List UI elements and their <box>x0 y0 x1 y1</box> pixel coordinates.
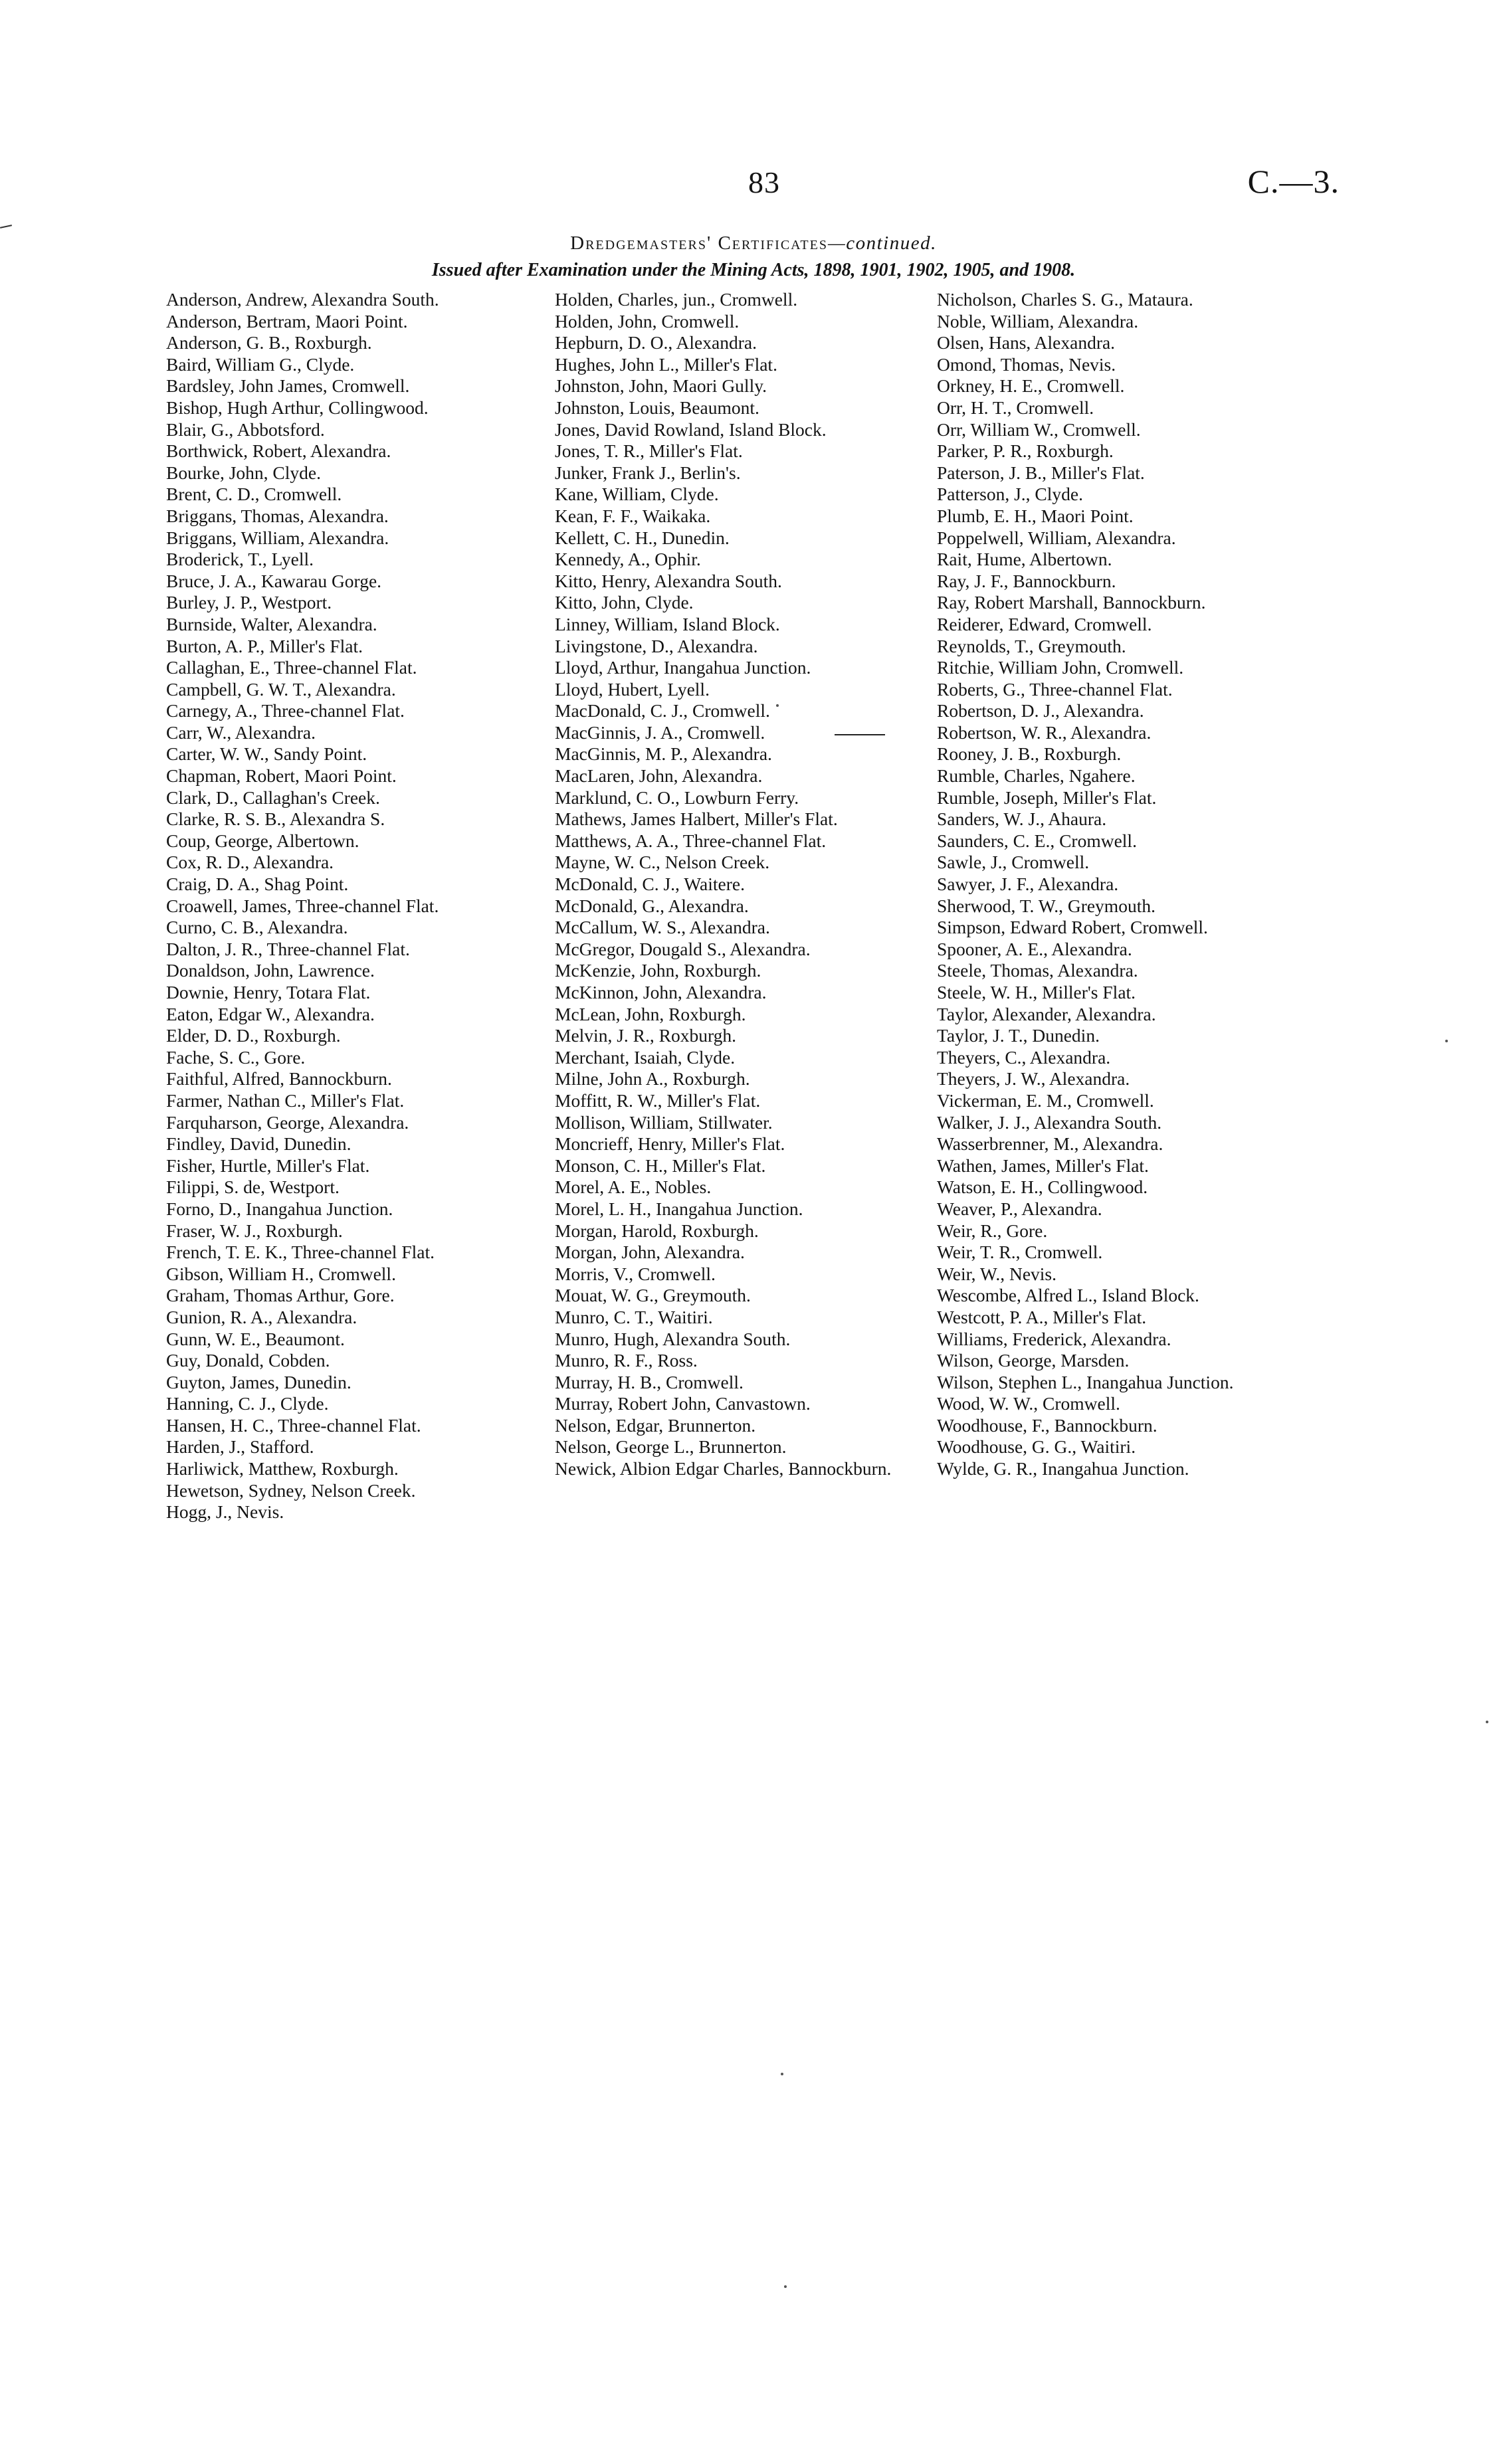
certificate-entry: Walker, J. J., Alexandra South. <box>937 1111 1162 1133</box>
certificate-entry: Steele, Thomas, Alexandra. <box>937 960 1138 981</box>
certificate-entry: Wilson, Stephen L., Inangahua Junction. <box>937 1371 1234 1392</box>
certificate-entry: Sawle, J., Cromwell. <box>937 852 1090 873</box>
page-speck <box>781 2073 783 2075</box>
certificate-entry: Ray, J. F., Bannockburn. <box>937 570 1116 591</box>
certificate-entry: Carnegy, A., Three-channel Flat. <box>166 700 405 721</box>
certificate-entry: Wathen, James, Miller's Flat. <box>937 1155 1149 1176</box>
certificate-entry: Murray, H. B., Cromwell. <box>555 1371 744 1392</box>
certificate-entry: Blair, G., Abbotsford. <box>166 419 325 440</box>
certificate-entry: Morgan, Harold, Roxburgh. <box>555 1220 759 1241</box>
certificate-entry: Kellett, C. H., Dunedin. <box>555 527 730 548</box>
certificate-entry: Munro, C. T., Waitiri. <box>555 1306 713 1327</box>
certificate-entry: Rooney, J. B., Roxburgh. <box>937 743 1122 765</box>
certificate-entry: Guy, Donald, Cobden. <box>166 1350 330 1371</box>
certificate-entry: Munro, R. F., Ross. <box>555 1350 698 1371</box>
certificate-entry: Nicholson, Charles S. G., Mataura. <box>937 289 1193 310</box>
certificate-entry: Hewetson, Sydney, Nelson Creek. <box>166 1479 416 1501</box>
certificate-entry: MacLaren, John, Alexandra. <box>555 765 763 787</box>
certificate-entry: Broderick, T., Lyell. <box>166 549 314 570</box>
certificate-entry: Fisher, Hurtle, Miller's Flat. <box>166 1155 370 1176</box>
certificate-entry: Burnside, Walter, Alexandra. <box>166 613 377 634</box>
certificate-entry: Baird, William G., Clyde. <box>166 353 355 375</box>
certificate-entry: Morgan, John, Alexandra. <box>555 1242 745 1263</box>
certificate-entry: Olsen, Hans, Alexandra. <box>937 332 1116 353</box>
certificate-entry: Nelson, George L., Brunnerton. <box>555 1436 787 1458</box>
certificate-entry: Clark, D., Callaghan's Creek. <box>166 787 380 808</box>
certificate-entry: Briggans, William, Alexandra. <box>166 527 389 548</box>
certificate-entry: Bruce, J. A., Kawarau Gorge. <box>166 570 382 591</box>
page-speck <box>784 2285 787 2288</box>
certificate-entry: Murray, Robert John, Canvastown. <box>555 1393 811 1414</box>
certificate-entry: Filippi, S. de, Westport. <box>166 1177 340 1198</box>
certificate-entry: Melvin, J. R., Roxburgh. <box>555 1025 736 1046</box>
certificate-entry: Kitto, Henry, Alexandra South. <box>555 570 782 591</box>
certificate-entry: MacDonald, C. J., Cromwell. <box>555 700 770 721</box>
certificate-entry: Coup, George, Albertown. <box>166 830 359 851</box>
certificate-entry: Patterson, J., Clyde. <box>937 484 1083 505</box>
certificate-entry: Marklund, C. O., Lowburn Ferry. <box>555 787 799 808</box>
certificate-entry: Hanning, C. J., Clyde. <box>166 1393 329 1414</box>
certificate-entry: Morris, V., Cromwell. <box>555 1263 716 1284</box>
certificate-entry: Dalton, J. R., Three-channel Flat. <box>166 938 410 959</box>
certificate-entry: Weir, W., Nevis. <box>937 1263 1056 1284</box>
certificate-entry: Saunders, C. E., Cromwell. <box>937 830 1137 851</box>
certificate-entry: Wescombe, Alfred L., Island Block. <box>937 1285 1199 1306</box>
certificate-entry: Roberts, G., Three-channel Flat. <box>937 678 1173 700</box>
certificate-entry: Mollison, William, Stillwater. <box>555 1111 773 1133</box>
certificate-entry: Steele, W. H., Miller's Flat. <box>937 982 1136 1002</box>
certificate-entry: Burley, J. P., Westport. <box>166 592 332 613</box>
certificate-entry: Orkney, H. E., Cromwell. <box>937 375 1125 397</box>
certificate-entry: McDonald, C. J., Waitere. <box>555 874 745 895</box>
certificate-entry: Chapman, Robert, Maori Point. <box>166 765 397 787</box>
certificate-entry: Hansen, H. C., Three-channel Flat. <box>166 1414 421 1436</box>
certificate-entry: Moncrieff, Henry, Miller's Flat. <box>555 1133 785 1155</box>
certificate-entry: Plumb, E. H., Maori Point. <box>937 505 1134 526</box>
certificate-entry: Orr, William W., Cromwell. <box>937 419 1141 440</box>
page-speck <box>1486 1721 1488 1723</box>
certificate-entry: Newick, Albion Edgar Charles, Bannockburn. <box>555 1458 892 1479</box>
certificate-entry: McKinnon, John, Alexandra. <box>555 982 767 1002</box>
certificate-entry: Kennedy, A., Ophir. <box>555 549 701 570</box>
certificate-entry: Parker, P. R., Roxburgh. <box>937 440 1114 462</box>
certificate-entry: Farquharson, George, Alexandra. <box>166 1111 409 1133</box>
certificate-entry: Wood, W. W., Cromwell. <box>937 1393 1120 1414</box>
certificate-entry: Fache, S. C., Gore. <box>166 1046 306 1068</box>
certificate-entry: Bourke, John, Clyde. <box>166 462 321 483</box>
certificate-entry: Holden, John, Cromwell. <box>555 310 740 332</box>
section-heading <box>0 233 1507 254</box>
certificate-entry: Paterson, J. B., Miller's Flat. <box>937 462 1145 483</box>
certificate-entry: McDonald, G., Alexandra. <box>555 895 749 916</box>
certificate-entry: Bardsley, John James, Cromwell. <box>166 375 410 397</box>
certificate-entry: Lloyd, Hubert, Lyell. <box>555 678 710 700</box>
certificate-entry: Watson, E. H., Collingwood. <box>937 1177 1148 1198</box>
certificate-entry: Wilson, George, Marsden. <box>937 1350 1130 1371</box>
certificate-entry: Woodhouse, F., Bannockburn. <box>937 1414 1157 1436</box>
certificate-entry: Elder, D. D., Roxburgh. <box>166 1025 341 1046</box>
certificate-entry: Orr, H. T., Cromwell. <box>937 397 1094 418</box>
certificate-entry: Morel, A. E., Nobles. <box>555 1177 712 1198</box>
certificate-entry: Nelson, Edgar, Brunnerton. <box>555 1414 756 1436</box>
certificate-entry: Williams, Frederick, Alexandra. <box>937 1328 1171 1349</box>
certificate-entry: Johnston, Louis, Beaumont. <box>555 397 759 418</box>
certificate-entry: Donaldson, John, Lawrence. <box>166 960 375 981</box>
certificate-entry: Weir, T. R., Cromwell. <box>937 1242 1103 1263</box>
certificate-entry: Mouat, W. G., Greymouth. <box>555 1285 751 1306</box>
certificate-entry: Moffitt, R. W., Miller's Flat. <box>555 1090 761 1111</box>
certificate-entry: Livingstone, D., Alexandra. <box>555 635 758 656</box>
certificate-entry: Weir, R., Gore. <box>937 1220 1048 1241</box>
certificate-entry: Harden, J., Stafford. <box>166 1436 314 1458</box>
certificate-entry: Omond, Thomas, Nevis. <box>937 353 1116 375</box>
certificate-entry: Gibson, William H., Cromwell. <box>166 1263 396 1284</box>
certificate-entry: McLean, John, Roxburgh. <box>555 1003 746 1024</box>
certificate-entry: Jones, David Rowland, Island Block. <box>555 419 827 440</box>
certificate-entry: Merchant, Isaiah, Clyde. <box>555 1046 736 1068</box>
certificate-entry: Johnston, John, Maori Gully. <box>555 375 767 397</box>
certificate-entry: Linney, William, Island Block. <box>555 613 780 634</box>
certificate-entry: Anderson, Andrew, Alexandra South. <box>166 289 439 310</box>
certificate-entry: Theyers, J. W., Alexandra. <box>937 1068 1130 1090</box>
certificate-entry: Kane, William, Clyde. <box>555 484 719 505</box>
certificate-entry: Rumble, Charles, Ngahere. <box>937 765 1136 787</box>
page-number: 83 <box>748 165 780 199</box>
page-speck <box>1445 1040 1448 1042</box>
certificate-entry: Kitto, John, Clyde. <box>555 592 694 613</box>
closing-rule <box>835 734 885 735</box>
certificate-entry: Sherwood, T. W., Greymouth. <box>937 895 1155 916</box>
certificate-entry: Fraser, W. J., Roxburgh. <box>166 1220 343 1241</box>
certificate-entry: Mathews, James Halbert, Miller's Flat. <box>555 808 838 830</box>
certificate-entry: Robertson, D. J., Alexandra. <box>937 700 1144 721</box>
certificate-entry: Sanders, W. J., Ahaura. <box>937 808 1107 830</box>
certificate-entry: Milne, John A., Roxburgh. <box>555 1068 750 1090</box>
section-subtitle: Issued after Examination under the Mining Acts, 1898, 1901, 1902, 1905, and 1908. <box>431 260 1076 280</box>
certificate-entry: Burton, A. P., Miller's Flat. <box>166 635 363 656</box>
certificate-entry: Anderson, G. B., Roxburgh. <box>166 332 372 353</box>
certificate-entry: Gunion, R. A., Alexandra. <box>166 1306 357 1327</box>
certificate-entry: Carr, W., Alexandra. <box>166 721 316 743</box>
certificate-list-column-1 <box>166 289 538 1523</box>
document-reference: C.—3. <box>1247 163 1340 200</box>
certificate-entry: Robertson, W. R., Alexandra. <box>937 721 1152 743</box>
certificate-entry: MacGinnis, M. P., Alexandra. <box>555 743 772 765</box>
certificate-entry: Briggans, Thomas, Alexandra. <box>166 505 389 526</box>
certificate-entry: Callaghan, E., Three-channel Flat. <box>166 657 417 678</box>
certificate-entry: Junker, Frank J., Berlin's. <box>555 462 741 483</box>
certificate-entry: Wylde, G. R., Inangahua Junction. <box>937 1458 1189 1479</box>
certificate-entry: Jones, T. R., Miller's Flat. <box>555 440 743 462</box>
certificate-entry: Sawyer, J. F., Alexandra. <box>937 874 1119 895</box>
certificate-entry: Ritchie, William John, Cromwell. <box>937 657 1184 678</box>
section-title: Dredgemasters' Certificates <box>570 233 828 254</box>
certificate-entry: Croawell, James, Three-channel Flat. <box>166 895 439 916</box>
certificate-entry: Wasserbrenner, M., Alexandra. <box>937 1133 1163 1155</box>
certificate-entry: Eaton, Edgar W., Alexandra. <box>166 1003 375 1024</box>
certificate-entry: Holden, Charles, jun., Cromwell. <box>555 289 798 310</box>
certificate-entry: Lloyd, Arthur, Inangahua Junction. <box>555 657 811 678</box>
certificate-entry: Reynolds, T., Greymouth. <box>937 635 1126 656</box>
certificate-entry: Matthews, A. A., Three-channel Flat. <box>555 830 827 851</box>
certificate-entry: Simpson, Edward Robert, Cromwell. <box>937 917 1208 938</box>
certificate-entry: Ray, Robert Marshall, Bannockburn. <box>937 592 1206 613</box>
certificate-entry: Theyers, C., Alexandra. <box>937 1046 1111 1068</box>
certificate-entry: Harliwick, Matthew, Roxburgh. <box>166 1458 399 1479</box>
certificate-entry: Woodhouse, G. G., Waitiri. <box>937 1436 1136 1458</box>
page-speck <box>776 704 779 707</box>
certificate-entry: MacGinnis, J. A., Cromwell. <box>555 721 765 743</box>
certificate-entry: McKenzie, John, Roxburgh. <box>555 960 761 981</box>
certificate-entry: Cox, R. D., Alexandra. <box>166 852 334 873</box>
certificate-list-column-3 <box>937 289 1316 1480</box>
certificate-entry: Faithful, Alfred, Bannockburn. <box>166 1068 392 1090</box>
certificate-entry: Gunn, W. E., Beaumont. <box>166 1328 345 1349</box>
certificate-entry: Hepburn, D. O., Alexandra. <box>555 332 757 353</box>
certificate-entry: Taylor, J. T., Dunedin. <box>937 1025 1100 1046</box>
certificate-entry: Monson, C. H., Miller's Flat. <box>555 1155 766 1176</box>
certificate-entry: Munro, Hugh, Alexandra South. <box>555 1328 791 1349</box>
certificate-entry: Rait, Hume, Albertown. <box>937 549 1112 570</box>
certificate-entry: McGregor, Dougald S., Alexandra. <box>555 938 811 959</box>
margin-mark <box>0 225 12 229</box>
certificate-entry: Taylor, Alexander, Alexandra. <box>937 1003 1156 1024</box>
certificate-entry: Poppelwell, William, Alexandra. <box>937 527 1176 548</box>
certificate-entry: Mayne, W. C., Nelson Creek. <box>555 852 770 873</box>
certificate-entry: Vickerman, E. M., Cromwell. <box>937 1090 1154 1111</box>
continued-label: —continued. <box>827 233 937 254</box>
certificate-entry: Anderson, Bertram, Maori Point. <box>166 310 408 332</box>
certificate-entry: Curno, C. B., Alexandra. <box>166 917 348 938</box>
certificate-entry: Campbell, G. W. T., Alexandra. <box>166 678 396 700</box>
certificate-entry: Morel, L. H., Inangahua Junction. <box>555 1198 803 1219</box>
certificate-entry: Borthwick, Robert, Alexandra. <box>166 440 391 462</box>
certificate-entry: Kean, F. F., Waikaka. <box>555 505 711 526</box>
certificate-entry: Clarke, R. S. B., Alexandra S. <box>166 808 385 830</box>
certificate-entry: Bishop, Hugh Arthur, Collingwood. <box>166 397 429 418</box>
certificate-entry: Findley, David, Dunedin. <box>166 1133 352 1155</box>
certificate-entry: Brent, C. D., Cromwell. <box>166 484 342 505</box>
certificate-entry: Forno, D., Inangahua Junction. <box>166 1198 393 1219</box>
certificate-entry: Hogg, J., Nevis. <box>166 1501 284 1523</box>
certificate-entry: French, T. E. K., Three-channel Flat. <box>166 1242 435 1263</box>
certificate-list-column-2 <box>555 289 927 1480</box>
certificate-entry: Graham, Thomas Arthur, Gore. <box>166 1285 395 1306</box>
certificate-entry: Hughes, John L., Miller's Flat. <box>555 353 777 375</box>
certificate-entry: Carter, W. W., Sandy Point. <box>166 743 367 765</box>
certificate-entry: Spooner, A. E., Alexandra. <box>937 938 1132 959</box>
certificate-entry: Craig, D. A., Shag Point. <box>166 874 349 895</box>
certificate-entry: McCallum, W. S., Alexandra. <box>555 917 770 938</box>
certificate-entry: Weaver, P., Alexandra. <box>937 1198 1102 1219</box>
certificate-entry: Farmer, Nathan C., Miller's Flat. <box>166 1090 405 1111</box>
certificate-entry: Westcott, P. A., Miller's Flat. <box>937 1306 1147 1327</box>
certificate-entry: Rumble, Joseph, Miller's Flat. <box>937 787 1157 808</box>
certificate-entry: Downie, Henry, Totara Flat. <box>166 982 371 1002</box>
certificate-entry: Guyton, James, Dunedin. <box>166 1371 352 1392</box>
certificate-entry: Noble, William, Alexandra. <box>937 310 1139 332</box>
certificate-entry: Reiderer, Edward, Cromwell. <box>937 613 1152 634</box>
